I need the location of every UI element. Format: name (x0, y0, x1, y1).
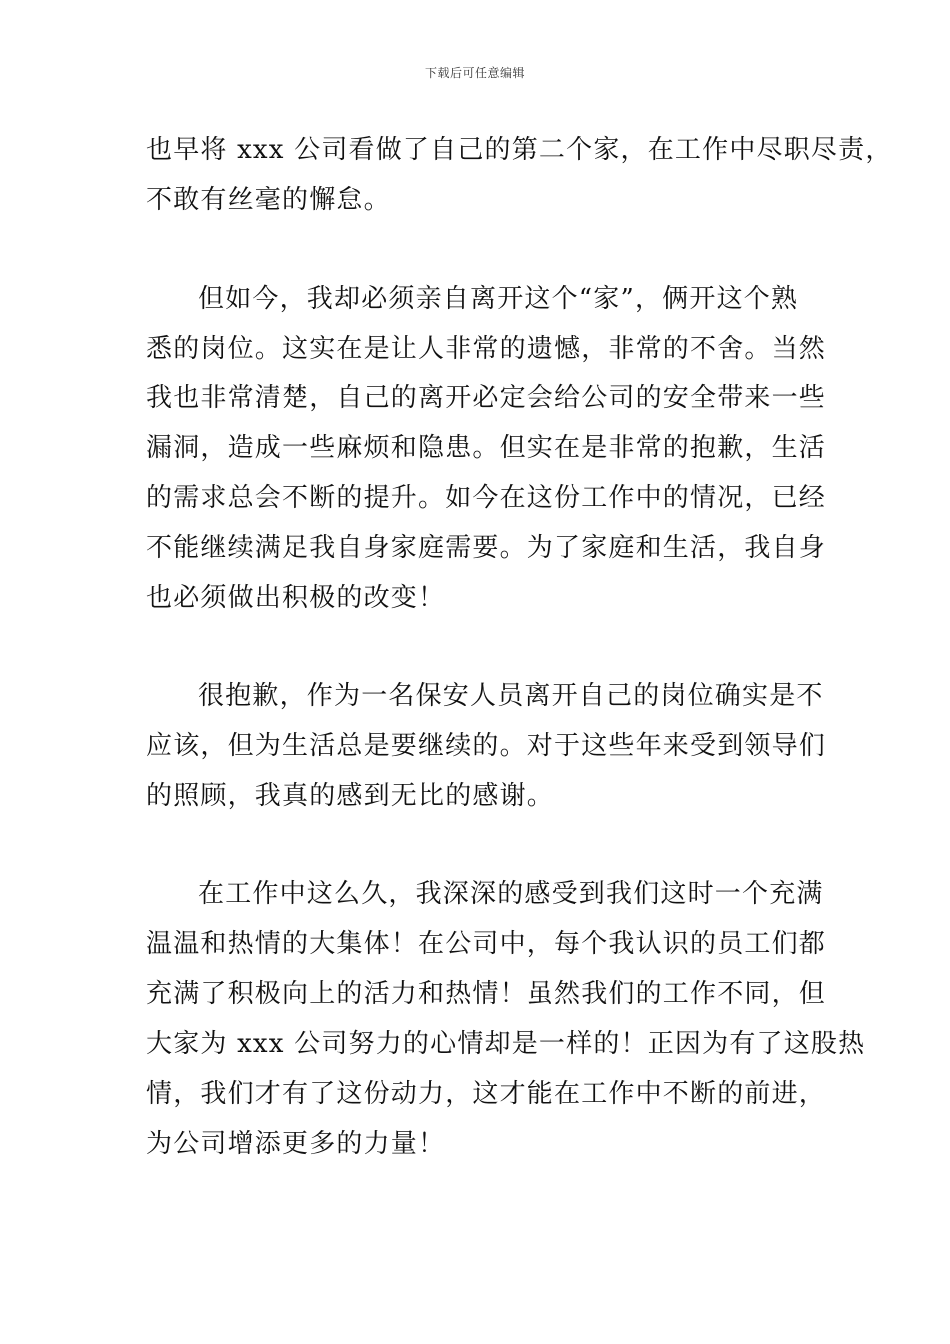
page-header: 下载后可任意编辑 (424, 66, 525, 80)
paragraph-3-line-3: 的照顾，我真的感到无比的感谢。 (146, 781, 555, 811)
paragraph-4-line-5: 情，我们才有了这份动力，这才能在工作中不断的前进， (146, 1079, 827, 1109)
paragraph-1-line-1: 也早将 xxx 公司看做了自己的第二个家，在工作中尽职尽责， (146, 135, 893, 165)
paragraph-2-line-3: 我也非常清楚，自己的离开必定会给公司的安全带来一些 (146, 383, 827, 413)
paragraph-4-line-4: 大家为 xxx 公司努力的心情却是一样的！正因为有了这股热 (146, 1029, 866, 1059)
paragraph-1-line-2: 不敢有丝毫的懈怠。 (146, 185, 391, 215)
paragraph-2-line-1: 但如今，我却必须亲自离开这个“家”，俩开这个熟 (198, 284, 799, 314)
paragraph-4-line-6: 为公司增添更多的力量！ (146, 1129, 446, 1159)
paragraph-3-line-2: 应该，但为生活总是要继续的。对于这些年来受到领导们 (146, 731, 827, 761)
paragraph-2-line-6: 不能继续满足我自身家庭需要。为了家庭和生活，我自身 (146, 533, 827, 563)
paragraph-2-line-7: 也必须做出积极的改变！ (146, 583, 446, 613)
paragraph-4-line-2: 温温和热情的大集体！在公司中，每个我认识的员工们都 (146, 929, 827, 959)
paragraph-2-line-4: 漏洞，造成一些麻烦和隐患。但实在是非常的抱歉，生活 (146, 433, 827, 463)
paragraph-3-line-1: 很抱歉，作为一名保安人员离开自己的岗位确实是不 (198, 681, 824, 711)
paragraph-2-line-5: 的需求总会不断的提升。如今在这份工作中的情况，已经 (146, 483, 827, 513)
paragraph-2-line-2: 悉的岗位。这实在是让人非常的遗憾，非常的不舍。当然 (146, 334, 827, 364)
paragraph-4-line-1: 在工作中这么久，我深深的感受到我们这时一个充满 (198, 879, 824, 909)
paragraph-4-line-3: 充满了积极向上的活力和热情！虽然我们的工作不同，但 (146, 979, 827, 1009)
